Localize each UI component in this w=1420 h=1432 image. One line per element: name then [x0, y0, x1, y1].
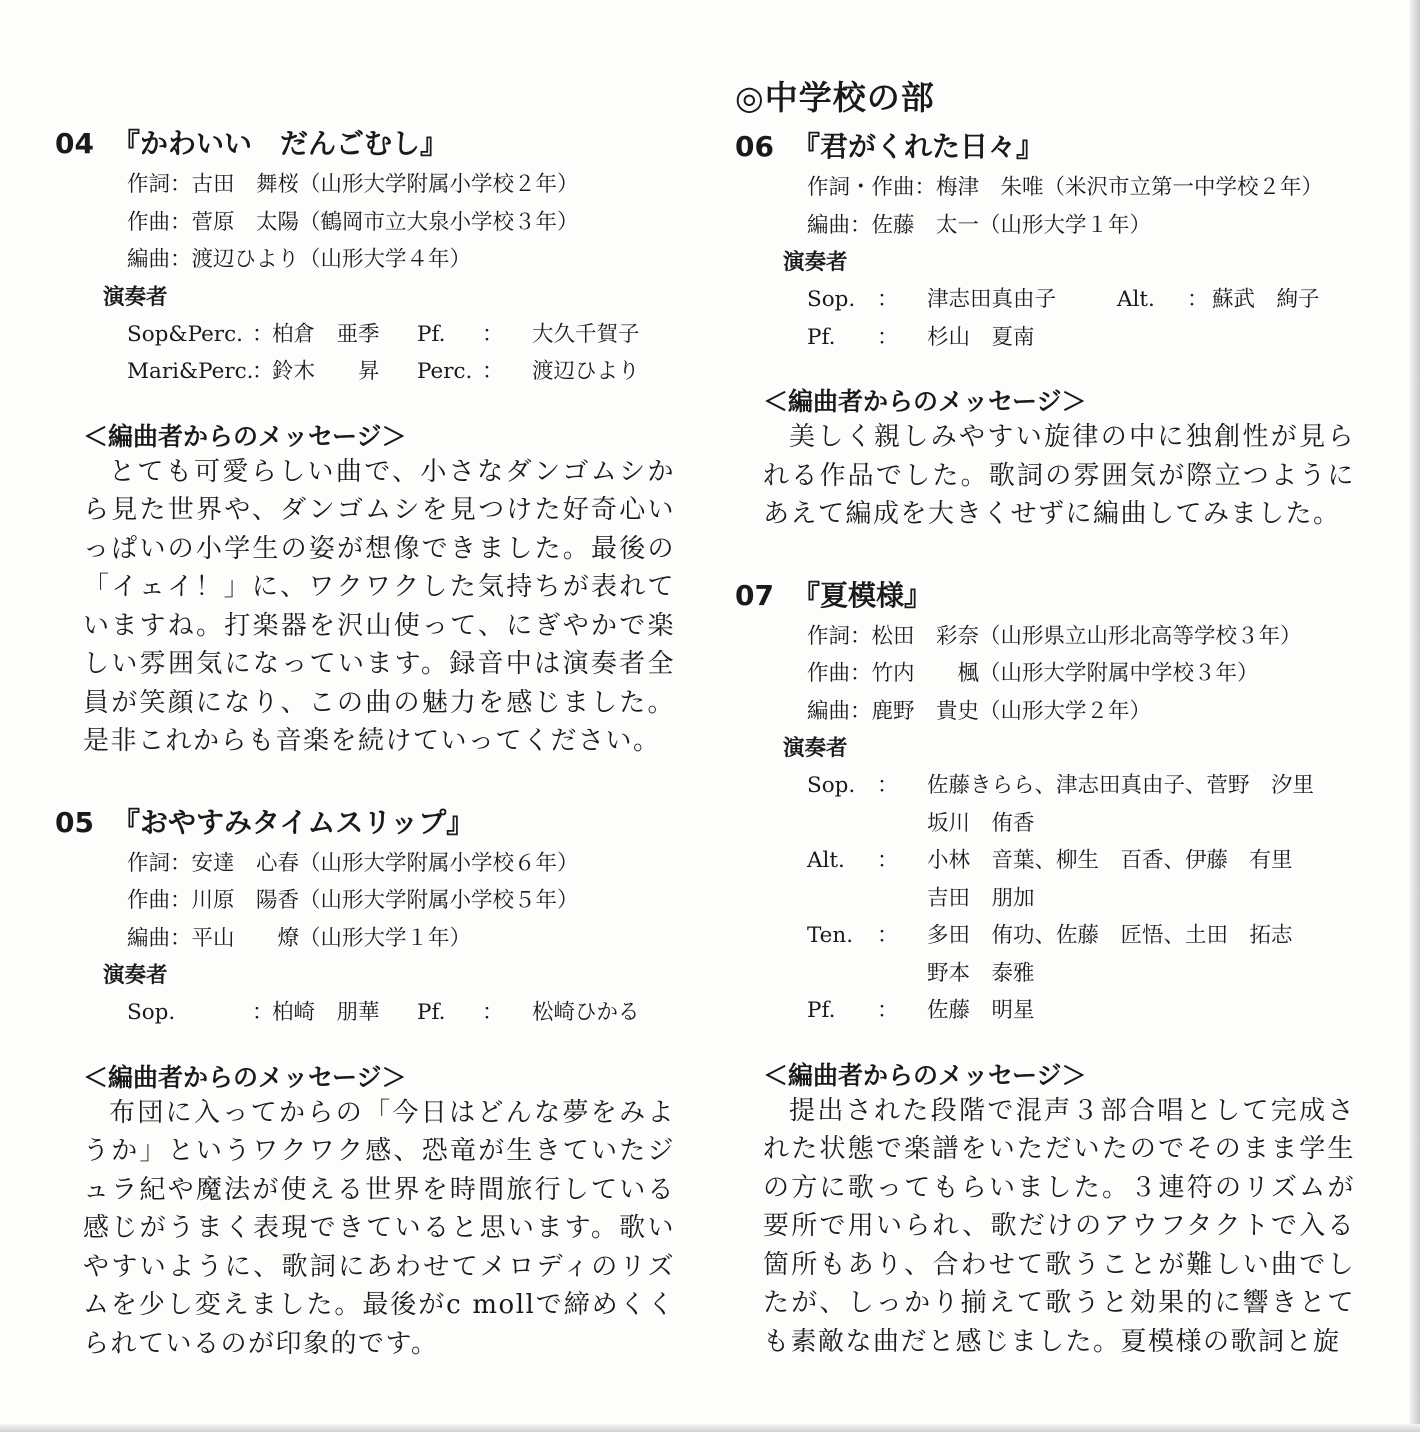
performer-row-continued: [927, 805, 1375, 843]
credit-composition: 作曲：菅原 太陽（鶴岡市立大泉小学校３年）: [127, 209, 579, 235]
performer-colon: ：: [877, 324, 899, 350]
song-title-04: [55, 122, 695, 162]
performers-heading: 演奏者: [783, 736, 848, 761]
credit-arrangement: 編曲：渡辺ひより（山形大学４年）: [127, 247, 472, 272]
performer-row: [127, 994, 695, 1032]
performer-role: Pf.: [807, 998, 836, 1023]
performers-heading: 演奏者: [783, 250, 848, 275]
arranger-message: 布団に入ってからの「今日はどんな夢をみようか」というワクワク感、恐竜が生きていたジュラ紀や魔法が使える世界を時間旅行している感じがうまく表現できていると思います。歌いやすいように、歌詞にあわせてメロディのリズムを少し変えました。最後がc mollで締めくくられているのが印象的です。: [83, 1097, 675, 1359]
performer-role: Sop.: [807, 773, 856, 798]
performer-colon: ：: [252, 321, 274, 347]
performer-colon: ：: [877, 923, 899, 948]
song-title-text: 『かわいい だんごむし』: [111, 127, 448, 160]
left-column: [55, 122, 695, 1403]
credit-arrangement: 編曲：鹿野 貴史（山形大学２年）: [807, 698, 1152, 724]
message-heading: ＜編曲者からのメッセージ＞: [763, 387, 1087, 416]
page-edge-shadow-right: [1410, 0, 1420, 1432]
arranger-message: 美しく親しみやすい旋律の中に独創性が見られる作品でした。歌詞の雰囲気が際立つようにあえて編成を大きくせずに編曲してみました。: [763, 422, 1355, 529]
song-04: [55, 122, 695, 761]
credit-lyrics-composition: 作詞・作曲：梅津 朱唯（米沢市立第一中学校２年）: [807, 175, 1324, 200]
arranger-message: 提出された段階で混声３部合唱として完成された状態で楽譜をいただいたのでそのまま学生の方に歌ってもらいました。３連符のリズムが要所で用いられ、歌だけのアウフタクトで入る箇所もあり、合わせて歌うことが難しい曲でしたが、しっかり揃えて歌うと効果的に響きとても素敵な曲だと感じました。夏模様の歌詞と旋: [763, 1095, 1355, 1357]
performer-name: 柏倉 亜季: [272, 321, 380, 347]
performer-names: 多田 侑功、佐藤 匠悟、土田 拓志: [927, 923, 1293, 948]
performer-colon: ：: [877, 773, 899, 798]
performer-name: 柏崎 朋華: [272, 1000, 380, 1025]
performer-names: 佐藤 明星: [927, 998, 1035, 1023]
performer-name: 大久千賀子: [532, 321, 640, 347]
performer-row-continued: [927, 955, 1375, 993]
song-number: 05: [55, 805, 94, 839]
performer-names: 吉田 朋加: [927, 885, 1035, 911]
performer-row: [807, 281, 1375, 319]
performer-colon: ：: [252, 1000, 274, 1025]
performer-colon: ：: [877, 848, 899, 873]
song-title-text: 『夏模様』: [791, 578, 932, 612]
performer-role: Alt.: [807, 848, 845, 873]
section-heading-junior-high: ◎中学校の部: [735, 78, 935, 117]
performer-row-continued: [927, 880, 1375, 918]
performers-heading: 演奏者: [103, 963, 168, 988]
performer-colon: ：: [482, 321, 504, 347]
performer-role: Mari&Perc.: [127, 359, 254, 384]
performer-row-alt: [807, 842, 1375, 880]
performer-names: 佐藤きらら、津志田真由子、菅野 汐里: [927, 773, 1315, 798]
performer-row-ten: [807, 917, 1375, 955]
song-number: 07: [735, 578, 774, 612]
credit-arrangement: 編曲：平山 燎（山形大学１年）: [127, 925, 472, 951]
performer-row: [127, 316, 695, 354]
performer-role: Alt.: [1117, 287, 1155, 312]
performer-role: Sop&Perc.: [127, 321, 243, 347]
message-heading: ＜編曲者からのメッセージ＞: [83, 1062, 407, 1092]
message-heading: ＜編曲者からのメッセージ＞: [83, 421, 407, 451]
performer-colon: ：: [482, 1000, 504, 1025]
performer-role: Sop.: [127, 1000, 176, 1025]
performer-name: 渡辺ひより: [532, 359, 640, 384]
song-title-05: [55, 801, 695, 841]
performer-name: 蘇武 絢子: [1212, 287, 1320, 312]
performer-role: Perc.: [417, 359, 473, 384]
song-title-06: [735, 125, 1375, 165]
performer-name: 鈴木 昇: [272, 359, 380, 384]
performer-name: 杉山 夏南: [927, 324, 1035, 350]
song-06: [735, 125, 1375, 534]
performer-colon: ：: [1187, 287, 1209, 312]
performer-colon: ：: [877, 287, 899, 312]
song-07: [735, 574, 1375, 1362]
performer-role: Pf.: [417, 321, 446, 347]
page-edge-shadow-bottom: [0, 1424, 1420, 1432]
performer-colon: ：: [252, 359, 274, 384]
arranger-message: とても可愛らしい曲で、小さなダンゴムシから見た世界や、ダンゴムシを見つけた好奇心いっぱいの小学生の姿が想像できました。最後の「イェイ！」に、ワクワクした気持ちが表れていますね。打楽器を沢山使って、にぎやかで楽しい雰囲気になっています。録音中は演奏者全員が笑顔になり、この曲の魅力を感じました。是非これからも音楽を続けていってください。: [83, 456, 675, 756]
performer-names: 野本 泰雅: [927, 960, 1035, 986]
credit-composition: 作曲：竹内 楓（山形大学附属中学校３年）: [807, 661, 1259, 686]
performer-role: Pf.: [417, 1000, 446, 1025]
right-column: [735, 72, 1375, 1401]
performer-row: [807, 319, 1375, 357]
performer-names: 小林 音葉、柳生 百香、伊藤 有里: [927, 848, 1293, 873]
performer-row-pf: [807, 992, 1375, 1030]
song-title-07: [735, 574, 1375, 614]
song-number: 06: [735, 130, 774, 163]
song-title-text: 『おやすみタイムスリップ』: [111, 805, 475, 839]
message-heading: ＜編曲者からのメッセージ＞: [763, 1060, 1087, 1090]
performer-role: Pf.: [807, 324, 836, 350]
performer-colon: ：: [877, 998, 899, 1023]
song-title-text: 『君がくれた日々』: [791, 130, 1044, 163]
performers-heading: 演奏者: [103, 284, 168, 310]
credit-arrangement: 編曲：佐藤 太一（山形大学１年）: [807, 212, 1152, 238]
performer-row-sop: [807, 767, 1375, 805]
credit-composition: 作曲：川原 陽香（山形大学附属小学校５年）: [127, 888, 579, 913]
performer-name: 松崎ひかる: [532, 1000, 640, 1025]
credit-lyrics: 作詞：古田 舞桜（山形大学附属小学校２年）: [127, 172, 579, 197]
performer-names: 坂川 侑香: [927, 810, 1035, 836]
performer-role: Sop.: [807, 287, 856, 312]
credit-lyrics: 作詞：安達 心春（山形大学附属小学校６年）: [127, 850, 579, 876]
song-05: [55, 801, 695, 1364]
performer-colon: ：: [482, 359, 504, 384]
performer-row: [127, 353, 695, 391]
credit-lyrics: 作詞：松田 彩奈（山形県立山形北高等学校３年）: [807, 623, 1302, 649]
performer-role: Ten.: [807, 923, 854, 948]
song-number: 04: [55, 127, 94, 160]
performer-name: 津志田真由子: [927, 287, 1057, 312]
